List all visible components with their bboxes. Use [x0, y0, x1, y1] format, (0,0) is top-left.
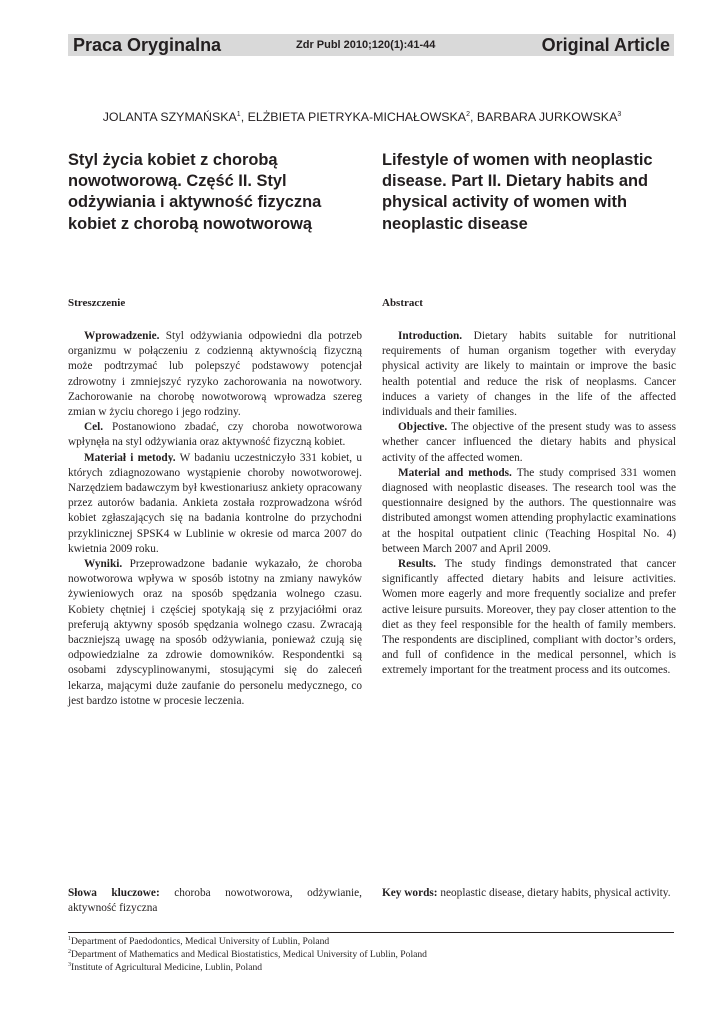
article-type-pl: Praca Oryginalna: [73, 35, 222, 55]
footnote: [68, 948, 674, 961]
paragraph-label: Wprowadzenie.: [84, 330, 160, 342]
paragraph-label: Introduction.: [398, 330, 463, 342]
paragraph-text: The objective of the present study was to assess whether cancer influenced the dietary habits and physical activity of the affected women.: [382, 421, 676, 464]
article-type-en: Original Article: [541, 35, 670, 55]
journal-header-bar: [68, 34, 674, 56]
paragraph-label: Cel.: [84, 421, 104, 434]
paragraph-text: The study findings demonstrated that cancer significantly affected dietary habits and leisure activities. Women more eagerly and more frequently socialize and prefer active leisure pursuits. Moreover, they pay closer attention to the diet as they feel responsible for the health of family members. The respondents are disciplined, compliant with doctor’s orders, and full of confidence in the medical personnel, which is extremely important for the treatment process and its outcomes.: [382, 558, 676, 677]
paragraph-text: The study comprised 331 women diagnosed with neoplastic diseases. The research tool was the questionnaire designed by the authors. The questionnaire was distributed amongst women attending prophylactic examinations at the hospital outpatient clinic (Teaching Hospital No. 4) between March 2007 and April 2009.: [382, 466, 677, 555]
paragraph-text: Styl odżywiania odpowiedni dla potrzeb organizmu w połączeniu z codzienną aktywnością fizyczną może podtrzymać lub polepszyć podstawowy potencjał zdrowotny i zmniejszyć ryzyko zachorowania na nowotwory. Zachorowanie na chorobę nowotworową wprowadza szereg zmian w życiu chorego i jego rodziny.: [68, 330, 363, 419]
paragraph-label: Objective.: [398, 421, 448, 434]
author-name: BARBARA JURKOWSKA: [476, 110, 618, 124]
footnote-number: 3: [68, 961, 71, 968]
footnote-text: Department of Mathematics and Medical Biostatistics, Medical University of Lublin, Poland: [71, 949, 427, 960]
title-english: Lifestyle of women with neoplastic disease. Part II. Dietary habits and physical activity of women with neoplastic disease: [382, 151, 653, 233]
abstract-paragraph: [382, 420, 676, 466]
abstract-paragraph: [382, 329, 676, 420]
paragraph-text: Postanowiono zbadać, czy choroba nowotworowa wpłynęła na styl odżywiania oraz aktywność fizyczną kobiet.: [68, 421, 362, 449]
streszczenie-body: [68, 329, 362, 709]
title-polish: Styl życia kobiet z chorobą nowotworową. Część II. Styl odżywiania i aktywność fizyczna kobiet z chorobą nowotworową: [68, 151, 322, 233]
author-affiliation-mark: 1: [236, 110, 241, 118]
streszczenie-paragraph: [68, 420, 362, 450]
footnote-number: 1: [68, 935, 71, 942]
paragraph-text: W badaniu uczestniczyło 331 kobiet, u których zdiagnozowano wystąpienie choroby nowotworowej. Narzędziem badawczym był kwestionariusz ankiety opracowany przez autorów badania. Ankieta została rozprowadzona wśród kobiet zgłaszających się na badania kontrolne do przychodni przyklinicznej SPSK4 w Lublinie w okresie od marca 2007 do kwietnia 2009 roku.: [68, 451, 362, 555]
keywords-text: neoplastic disease, dietary habits, physical activity.: [440, 887, 671, 899]
keywords-text: choroba nowotworowa, odżywianie, aktywność fizyczna: [68, 887, 362, 915]
author-affiliation-mark: 2: [466, 110, 470, 118]
paragraph-label: Results.: [398, 558, 436, 571]
keywords-label: Key words:: [382, 887, 438, 899]
footnote-text: Department of Paedodontics, Medical University of Lublin, Poland: [71, 936, 330, 947]
streszczenie-paragraph: [68, 329, 362, 420]
streszczenie-heading: Streszczenie: [68, 297, 126, 309]
abstract-paragraph: [382, 557, 676, 679]
paragraph-text: Przeprowadzone badanie wykazało, że choroba nowotworowa wpływa w sposób istotny na zmiany nawyków żywieniowych oraz na sposób spędzania wolnego czasu. Kobiety chętniej i częściej spotykają się z przyjaciółmi oraz preferują aktywny sposób spędzania wolnego czasu. Zwracają baczniejszą uwagę na sposób odżywiania, ponieważ czują się odpowiedzialne za zdrowie domowników. Respondentki są osobami zdyscyplinowanymi, stosującymi się do zaleceń lekarza, mającymi duże zaufanie do personelu medycznego, co jest bardzo istotne w procesie leczenia.: [68, 558, 362, 707]
footnote: [68, 935, 674, 948]
abstract-paragraph: [382, 466, 676, 557]
paragraph-label: Material and methods.: [398, 466, 512, 479]
author-affiliation-mark: 3: [617, 110, 622, 118]
streszczenie-paragraph: [68, 557, 362, 709]
paragraph-label: Materiał i metody.: [84, 451, 176, 464]
affiliation-footnotes: [68, 935, 674, 974]
author-name: ELŻBIETA PIETRYKA-MICHAŁOWSKA: [247, 110, 467, 124]
author-name: JOLANTA SZYMAŃSKA: [102, 110, 237, 124]
keywords-polish: [68, 886, 362, 916]
paragraph-label: Wyniki.: [84, 558, 123, 571]
keywords-label: Słowa kluczowe:: [68, 887, 160, 899]
footnote-number: 2: [68, 948, 71, 955]
journal-citation: Zdr Publ 2010;120(1):41-44: [296, 39, 436, 51]
paragraph-text: Dietary habits suitable for nutritional requirements of human organism together with everyday physical activity are likely to maintain or improve the basic health potential and reduce the risk of neoplasms. Cancer induces a variety of changes in the life of the affected individuals and their families.: [382, 330, 677, 419]
footnote-divider: [68, 932, 674, 933]
streszczenie-paragraph: [68, 451, 362, 557]
author-list: JOLANTA SZYMAŃSKA$^1$, ELŻBIETA PIETRYKA-MICHAŁOWSKA$^2$, BARBARA JURKOWSKA$^3$: [102, 110, 622, 124]
footnote-text: Institute of Agricultural Medicine, Lublin, Poland: [71, 962, 263, 973]
abstract-heading: Abstract: [382, 297, 423, 309]
abstract-body: [382, 329, 676, 679]
footnote: [68, 961, 674, 974]
keywords-english: [382, 886, 676, 901]
